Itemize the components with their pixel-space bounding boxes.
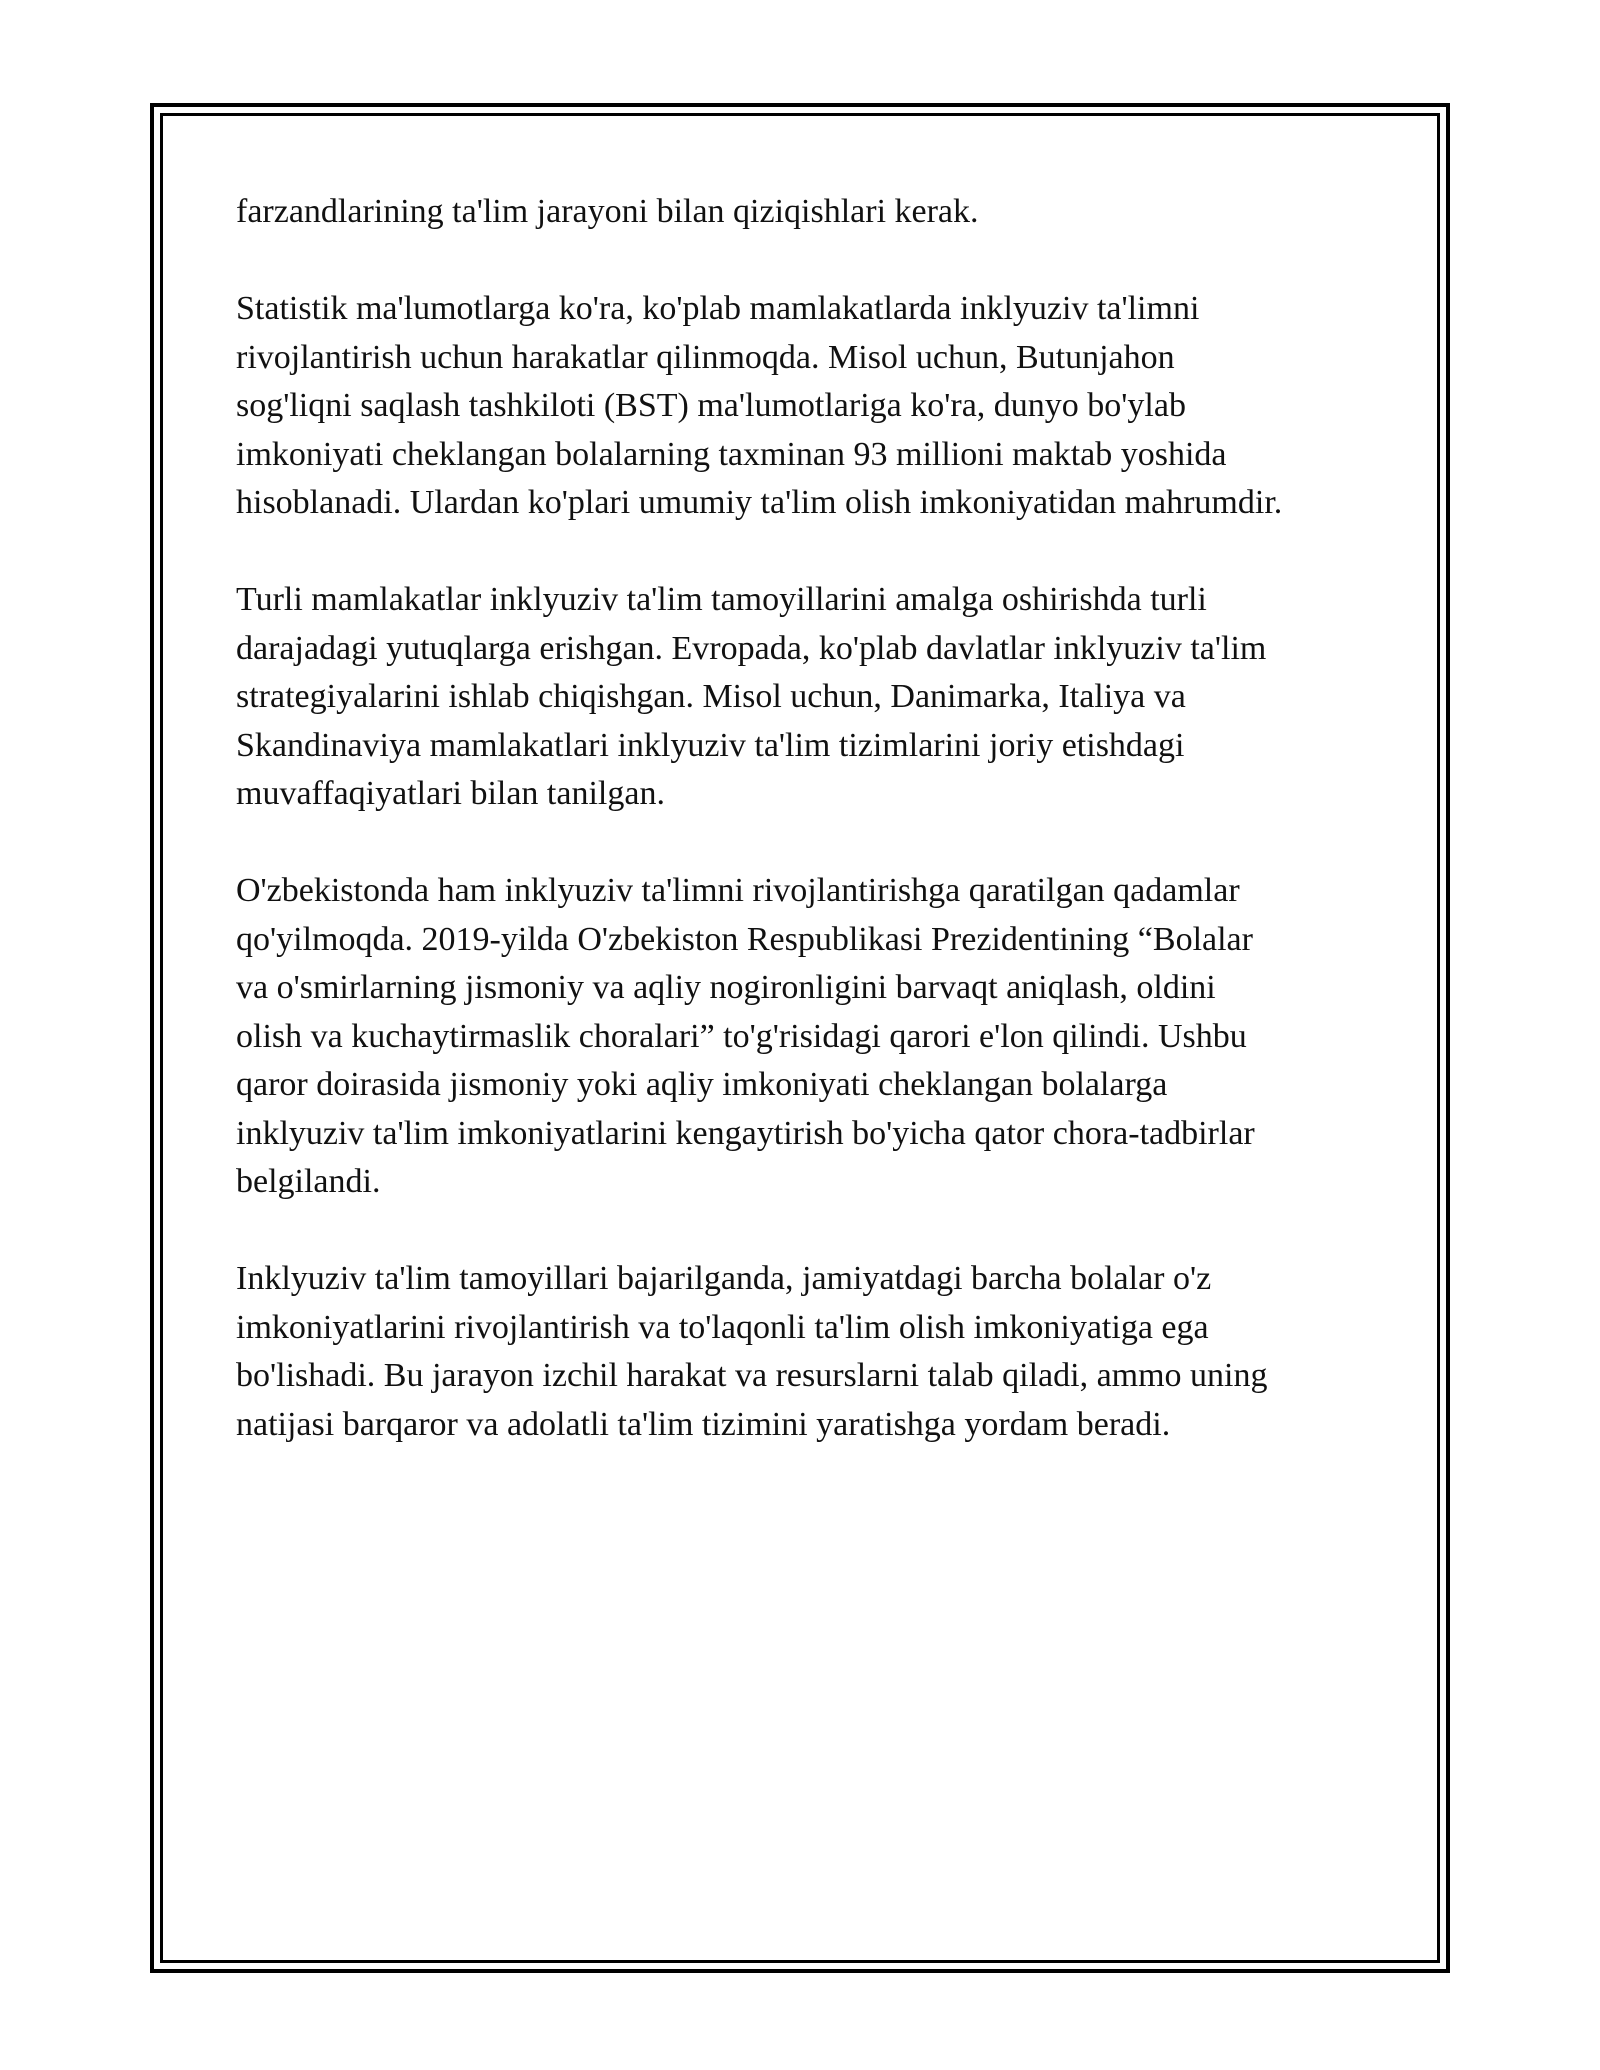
paragraph-4: O'zbekistonda ham inklyuziv ta'limni rivojlantirishga qaratilgan qadamlar qo'yilmoqda. 2019-yilda O'zbekiston Respublikasi Prezidentining “Bolalar va o'smirlarning jismoniy va aqliy nogironligini barvaqt aniqlash, oldini olish va kuchaytirmaslik choralari” to'g'risidagi qarori e'lon qilindi. Ushbu qaror doirasida jismoniy yoki aqliy imkoniyati cheklangan bolalarga inklyuziv ta'lim imkoniyatlarini kengaytirish bo'yicha qator chora-tadbirlar belgilandi.: [236, 872, 1255, 1200]
paragraph-2: Statistik ma'lumotlarga ko'ra, ko'plab mamlakatlarda inklyuziv ta'limni rivojlantirish uchun harakatlar qilinmoqda. Misol uchun, Butunjahon sog'liqni saqlash tashkiloti (BST) ma'lumotlariga ko'ra, dunyo bo'ylab imkoniyati cheklangan bolalarning taxminan 93 millioni maktab yoshida hisoblanadi. Ulardan ko'plari umumiy ta'lim olish imkoniyatidan mahrumdir.: [236, 290, 1283, 521]
document-body: [236, 188, 1376, 1498]
paragraph-1: farzandlarining ta'lim jarayoni bilan qiziqishlari kerak.: [236, 193, 979, 230]
paragraph-5: Inklyuziv ta'lim tamoyillari bajarilganda, jamiyatdagi barcha bolalar o'z imkoniyatlarini rivojlantirish va to'laqonli ta'lim olish imkoniyatiga ega bo'lishadi. Bu jarayon izchil harakat va resurslarni talab qiladi, ammo uning natijasi barqaror va adolatli ta'lim tizimini yaratishga yordam beradi.: [236, 1260, 1268, 1443]
paragraph-3: Turli mamlakatlar inklyuziv ta'lim tamoyillarini amalga oshirishda turli darajadagi yutuqlarga erishgan. Evropada, ko'plab davlatlar inklyuziv ta'lim strategiyalarini ishlab chiqishgan. Misol uchun, Danimarka, Italiya va Skandinaviya mamlakatlari inklyuziv ta'lim tizimlarini joriy etishdagi muvaffaqiyatlari bilan tanilgan.: [236, 581, 1267, 812]
